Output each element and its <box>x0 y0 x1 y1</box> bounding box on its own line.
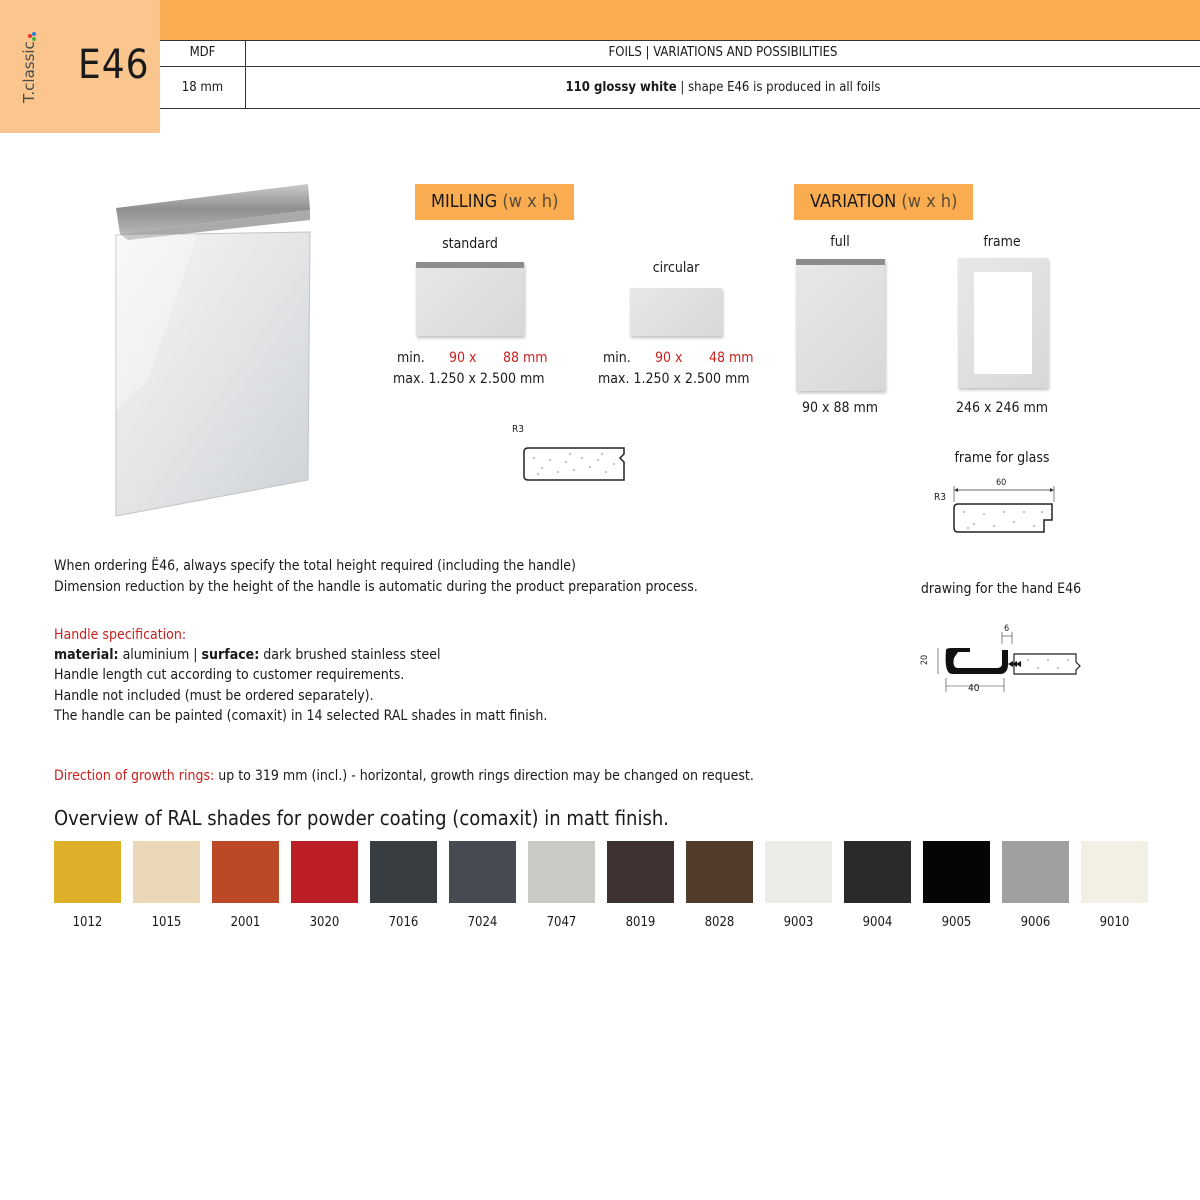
variation-title: VARIATION <box>810 191 897 212</box>
ral-swatch-9005 <box>923 841 990 903</box>
spec-col2-header: FOILS | VARIATIONS AND POSSIBILITIES <box>608 45 838 60</box>
ral-code-7047: 7047 <box>546 915 577 930</box>
handle-dim-6: 6 <box>1004 624 1010 634</box>
ordering-line-1: When ordering Ë46, always specify the total height required (including the handle) <box>54 558 576 574</box>
variation-unit: (w x h) <box>901 191 958 212</box>
ral-overview-title: Overview of RAL shades for powder coating (comaxit) in matt finish. <box>54 806 669 830</box>
ral-code-3020: 3020 <box>309 915 340 930</box>
ral-swatch-8019 <box>607 841 674 903</box>
product-code: E46 <box>78 42 150 88</box>
milling-circular-min: min. 90 x 48 mm <box>603 350 754 366</box>
handle-dim-40: 40 <box>968 683 980 694</box>
handle-spec-heading: Handle specification: <box>54 627 187 643</box>
handle-spec-line-4: The handle can be painted (comaxit) in 14 selected RAL shades in matt finish. <box>54 708 548 724</box>
spec-col1-header: MDF <box>189 45 216 60</box>
ral-code-8019: 8019 <box>625 915 656 930</box>
variation-full-label: full <box>830 234 850 250</box>
frame-for-glass-drawing <box>948 482 1060 542</box>
ral-code-7016: 7016 <box>388 915 419 930</box>
ral-code-9003: 9003 <box>783 915 814 930</box>
growth-rings-text: up to 319 mm (incl.) - horizontal, growth rings direction may be changed on request. <box>214 768 754 784</box>
frame-for-glass-label: frame for glass <box>954 450 1050 466</box>
ral-code-8028: 8028 <box>704 915 735 930</box>
milling-standard-min: min. 90 x 88 mm <box>397 350 548 366</box>
door-front-image <box>108 180 318 520</box>
milling-standard-label: standard <box>442 236 498 252</box>
ral-swatch-9006 <box>1002 841 1069 903</box>
ral-swatch-7047 <box>528 841 595 903</box>
spec-table <box>160 40 1200 110</box>
ral-swatch-9003 <box>765 841 832 903</box>
ordering-line-2: Dimension reduction by the height of the handle is automatic during the product preparation process. <box>54 579 698 595</box>
ral-code-1015: 1015 <box>151 915 182 930</box>
variation-full-panel <box>796 259 885 391</box>
glass-width-label: 60 <box>996 478 1007 488</box>
ral-swatch-9004 <box>844 841 911 903</box>
glass-r3-label: R3 <box>934 492 946 503</box>
ral-swatch-2001 <box>212 841 279 903</box>
ral-code-2001: 2001 <box>230 915 261 930</box>
top-accent-bar <box>160 0 1200 40</box>
milling-title: MILLING <box>431 191 498 212</box>
series-label: T.classic <box>20 41 38 103</box>
ral-code-9010: 9010 <box>1099 915 1130 930</box>
variation-frame-size: 246 x 246 mm <box>955 400 1049 416</box>
ral-swatch-8028 <box>686 841 753 903</box>
handle-profile-drawing <box>930 630 1086 704</box>
variation-frame-label: frame <box>983 234 1021 250</box>
handle-spec-material: material: aluminium | surface: dark brushed stainless steel <box>54 647 441 663</box>
series-logo <box>14 28 44 108</box>
handle-spec-line-3: Handle not included (must be ordered separately). <box>54 688 374 704</box>
handle-drawing-label: drawing for the hand E46 <box>920 581 1082 597</box>
milling-unit: (w x h) <box>502 191 559 212</box>
milling-badge <box>415 184 574 220</box>
ral-swatch-9010 <box>1081 841 1148 903</box>
variation-full-size: 90 x 88 mm <box>801 400 879 416</box>
growth-rings-note <box>54 766 754 786</box>
milling-circular-label: circular <box>652 260 700 276</box>
handle-spec-line-2: Handle length cut according to customer requirements. <box>54 667 405 683</box>
milling-circular-max: max. 1.250 x 2.500 mm <box>598 371 750 387</box>
profile-r3-label: R3 <box>512 424 524 435</box>
foil-name: 110 glossy white <box>565 80 677 95</box>
ral-swatch-7016 <box>370 841 437 903</box>
variation-frame-panel <box>958 258 1048 388</box>
ral-code-9006: 9006 <box>1020 915 1051 930</box>
milling-standard-max: max. 1.250 x 2.500 mm <box>393 371 545 387</box>
milling-standard-panel <box>416 262 524 336</box>
ral-code-9005: 9005 <box>941 915 972 930</box>
ral-code-7024: 7024 <box>467 915 498 930</box>
handle-dim-20: 20 <box>920 654 931 666</box>
spec-thickness: 18 mm <box>181 80 224 95</box>
milling-circular-panel <box>630 288 722 336</box>
milling-profile-drawing <box>520 440 632 488</box>
ral-code-9004: 9004 <box>862 915 893 930</box>
ral-code-1012: 1012 <box>72 915 103 930</box>
growth-rings-label: Direction of growth rings: <box>54 768 215 784</box>
foil-note: | shape E46 is produced in all foils <box>676 80 881 95</box>
ral-swatch-7024 <box>449 841 516 903</box>
spec-foil <box>246 80 1200 95</box>
variation-badge <box>794 184 973 220</box>
ral-swatch-1012 <box>54 841 121 903</box>
ral-swatch-3020 <box>291 841 358 903</box>
ral-swatch-1015 <box>133 841 200 903</box>
